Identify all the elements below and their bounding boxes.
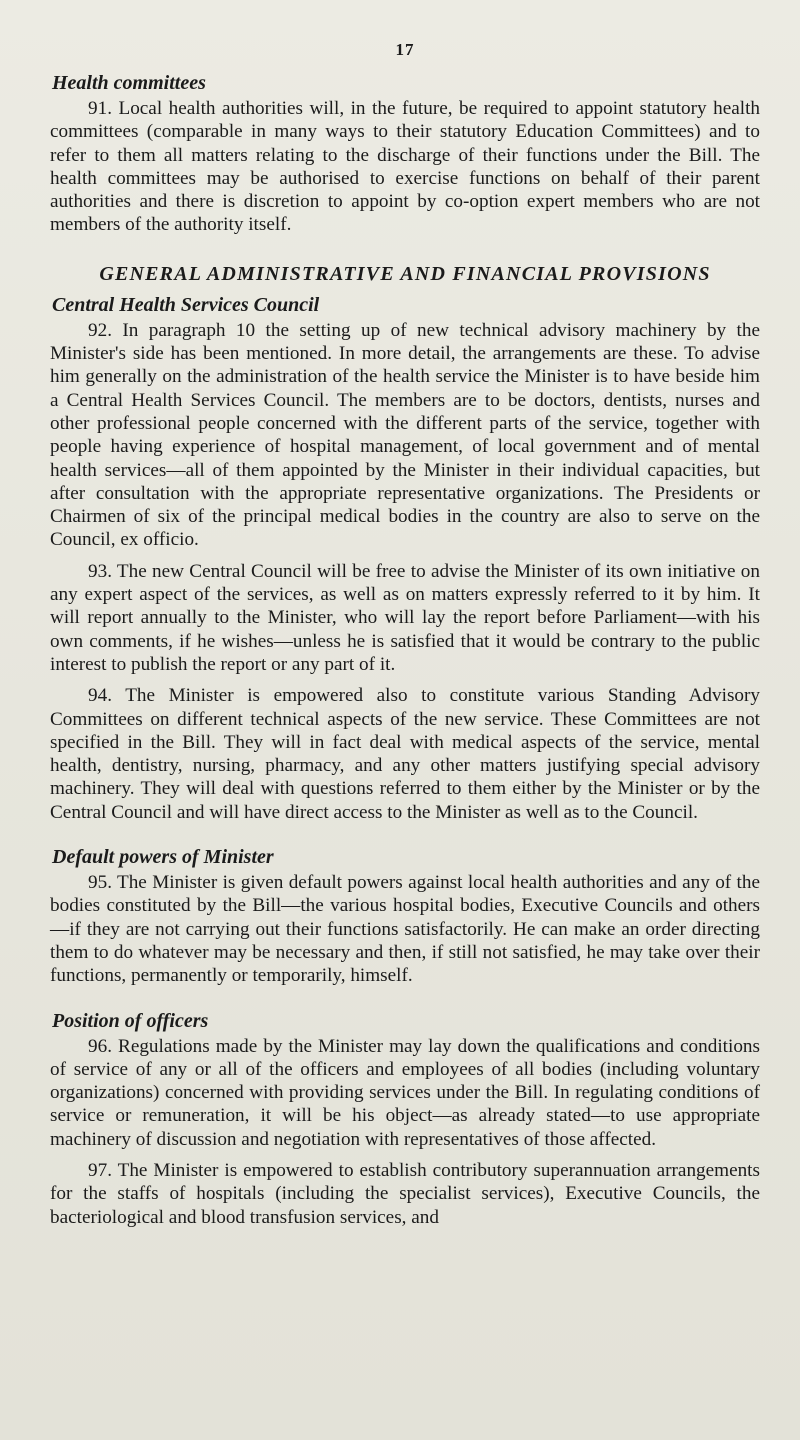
- section-heading: Central Health Services Council: [52, 293, 320, 316]
- section-heading: Position of officers: [52, 1009, 209, 1032]
- paragraph-96: 96. Regulations made by the Minister may lay down the qualifications and conditions of service of any or all of the officers and employees of all bodies (including voluntary organizations) concerned with providing services under the Bill. In regulating conditions of service or remuneration, it will be his object—as already stated—to use appropriate machinery of discussion and negotiation with representatives of those affected.: [50, 1035, 760, 1150]
- section-heading: Default powers of Minister: [52, 846, 274, 869]
- paragraph-95: 95. The Minister is given default powers against local health authorities and any of the bodies constituted by the Bill—the various hospital bodies, Executive Councils and others—if they are not carrying out their functions satisfactorily. He can make an order directing them to do whatever may be necessary and then, if still not satisfied, he may take over their functions, permanently or temporarily, himself.: [50, 872, 760, 987]
- paragraph-93: 93. The new Central Council will be free to advise the Minister of its own initiative on any expert aspect of the services, as well as on matters expressly referred to it by him. It will report annually to the Minister, who will lay the report before Parliament—with his own comments, if he wishes—unless he is satisfied that it would be contrary to the public interest to publish the report or any part of it.: [50, 560, 760, 675]
- major-heading: GENERAL ADMINISTRATIVE AND FINANCIAL PROVISIONS: [99, 262, 711, 285]
- section-health-committees: [50, 72, 760, 237]
- section-central-health-services-council: [50, 294, 760, 824]
- section-default-powers: [50, 846, 760, 987]
- section-heading: Health committees: [52, 72, 206, 94]
- paragraph-94: 94. The Minister is empowered also to constitute various Standing Advisory Committees on different technical aspects of the new service. These Committees are not specified in the Bill. They will in fact deal with medical aspects of the service, mental health, dentistry, nursing, pharmacy, and any other matters justifying special advisory machinery. They will deal with questions referred to them either by the Minister or by the Central Council and will have direct access to the Minister as well as to the Council.: [50, 685, 760, 823]
- page-number: 17: [395, 40, 415, 59]
- paragraph-92: 92. In paragraph 10 the setting up of new technical advisory machinery by the Minister's side has been mentioned. In more detail, the arrangements are these. To advise him generally on the administration of the health service the Minister is to have beside him a Central Health Services Council. The members are to be doctors, dentists, nurses and other professional people concerned with the different parts of the service, together with people having experience of hospital management, of local government and of mental health services—all of them appointed by the Minister in their individual capacities, but after consultation with the appropriate representative organizations. The Presidents or Chairmen of six of the principal medical bodies in the country are also to serve on the Council, ex officio.: [50, 319, 760, 551]
- paragraph-91: 91. Local health authorities will, in the future, be required to appoint statutory health committees (comparable in many ways to their statutory Education Committees) and to refer to them all matters relating to the discharge of their functions under the Bill. The health committees may be authorised to exercise functions on behalf of their parent authorities and there is discretion to appoint by co-option expert members who are not members of the authority itself.: [50, 98, 760, 236]
- section-position-of-officers: [50, 1010, 760, 1229]
- paragraph-97: 97. The Minister is empowered to establish contributory superannuation arrangements for the staffs of hospitals (including the specialist services), Executive Councils, the bacteriological and blood transfusion services, and: [50, 1159, 760, 1228]
